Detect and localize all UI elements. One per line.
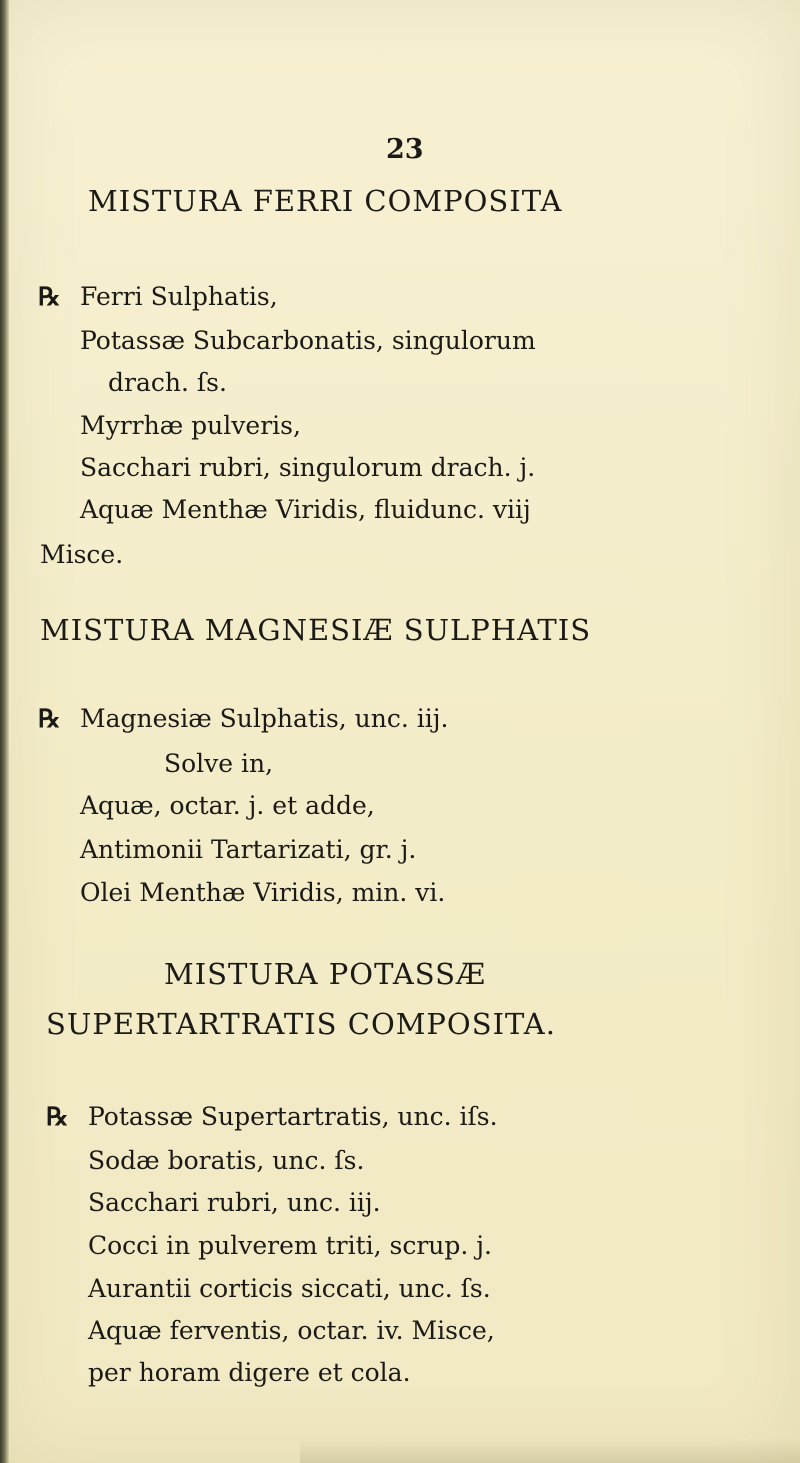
instruction-line: Solve in,: [164, 749, 274, 778]
ingredient-line: Antimonii Tartarizati, gr. j.: [80, 835, 417, 864]
instruction-line: Misce.: [40, 540, 124, 569]
section-title-supertartratis: SUPERTARTRATIS COMPOSITA.: [46, 1007, 556, 1041]
ingredient-line: Magnesiæ Sulphatis, unc. iij.: [80, 704, 449, 733]
section-title-mistura-potassae: MISTURA POTASSÆ: [164, 957, 487, 991]
ingredient-line: Potassæ Supertartratis, unc. iſs.: [88, 1102, 498, 1131]
ingredient-line: drach. ſs.: [108, 368, 227, 397]
ingredient-line: Sacchari rubri, unc. iij.: [88, 1188, 381, 1217]
instruction-line: per horam digere et cola.: [88, 1358, 411, 1387]
section-title-mistura-magnesiae: MISTURA MAGNESIÆ SULPHATIS: [40, 613, 592, 647]
page-number: 23: [386, 134, 424, 165]
page-bottom-edge: [300, 1438, 800, 1463]
ingredient-line: Potassæ Subcarbonatis, singulorum: [80, 326, 536, 355]
ingredient-line: Aquæ ferventis, octar. iv. Misce,: [88, 1316, 495, 1345]
ingredient-line: Aquæ Menthæ Viridis, fluidunc. viij: [80, 495, 531, 524]
ingredient-line: Ferri Sulphatis,: [80, 282, 278, 311]
ingredient-line: Sodæ boratis, unc. ſs.: [88, 1146, 365, 1175]
rx-symbol: ℞: [46, 1102, 69, 1131]
section-title-mistura-ferri: MISTURA FERRI COMPOSITA: [88, 184, 563, 218]
ingredient-line: Cocci in pulverem triti, scrup. j.: [88, 1231, 492, 1260]
ingredient-line: Olei Menthæ Viridis, min. vi.: [80, 878, 446, 907]
ingredient-line: Sacchari rubri, singulorum drach. j.: [80, 453, 536, 482]
book-spine-shadow: [0, 0, 9, 1463]
ingredient-line: Myrrhæ pulveris,: [80, 411, 301, 440]
ingredient-line: Aurantii corticis siccati, unc. ſs.: [88, 1274, 491, 1303]
rx-symbol: ℞: [38, 704, 61, 733]
ingredient-line: Aquæ, octar. j. et adde,: [80, 791, 375, 820]
rx-symbol: ℞: [38, 282, 61, 311]
